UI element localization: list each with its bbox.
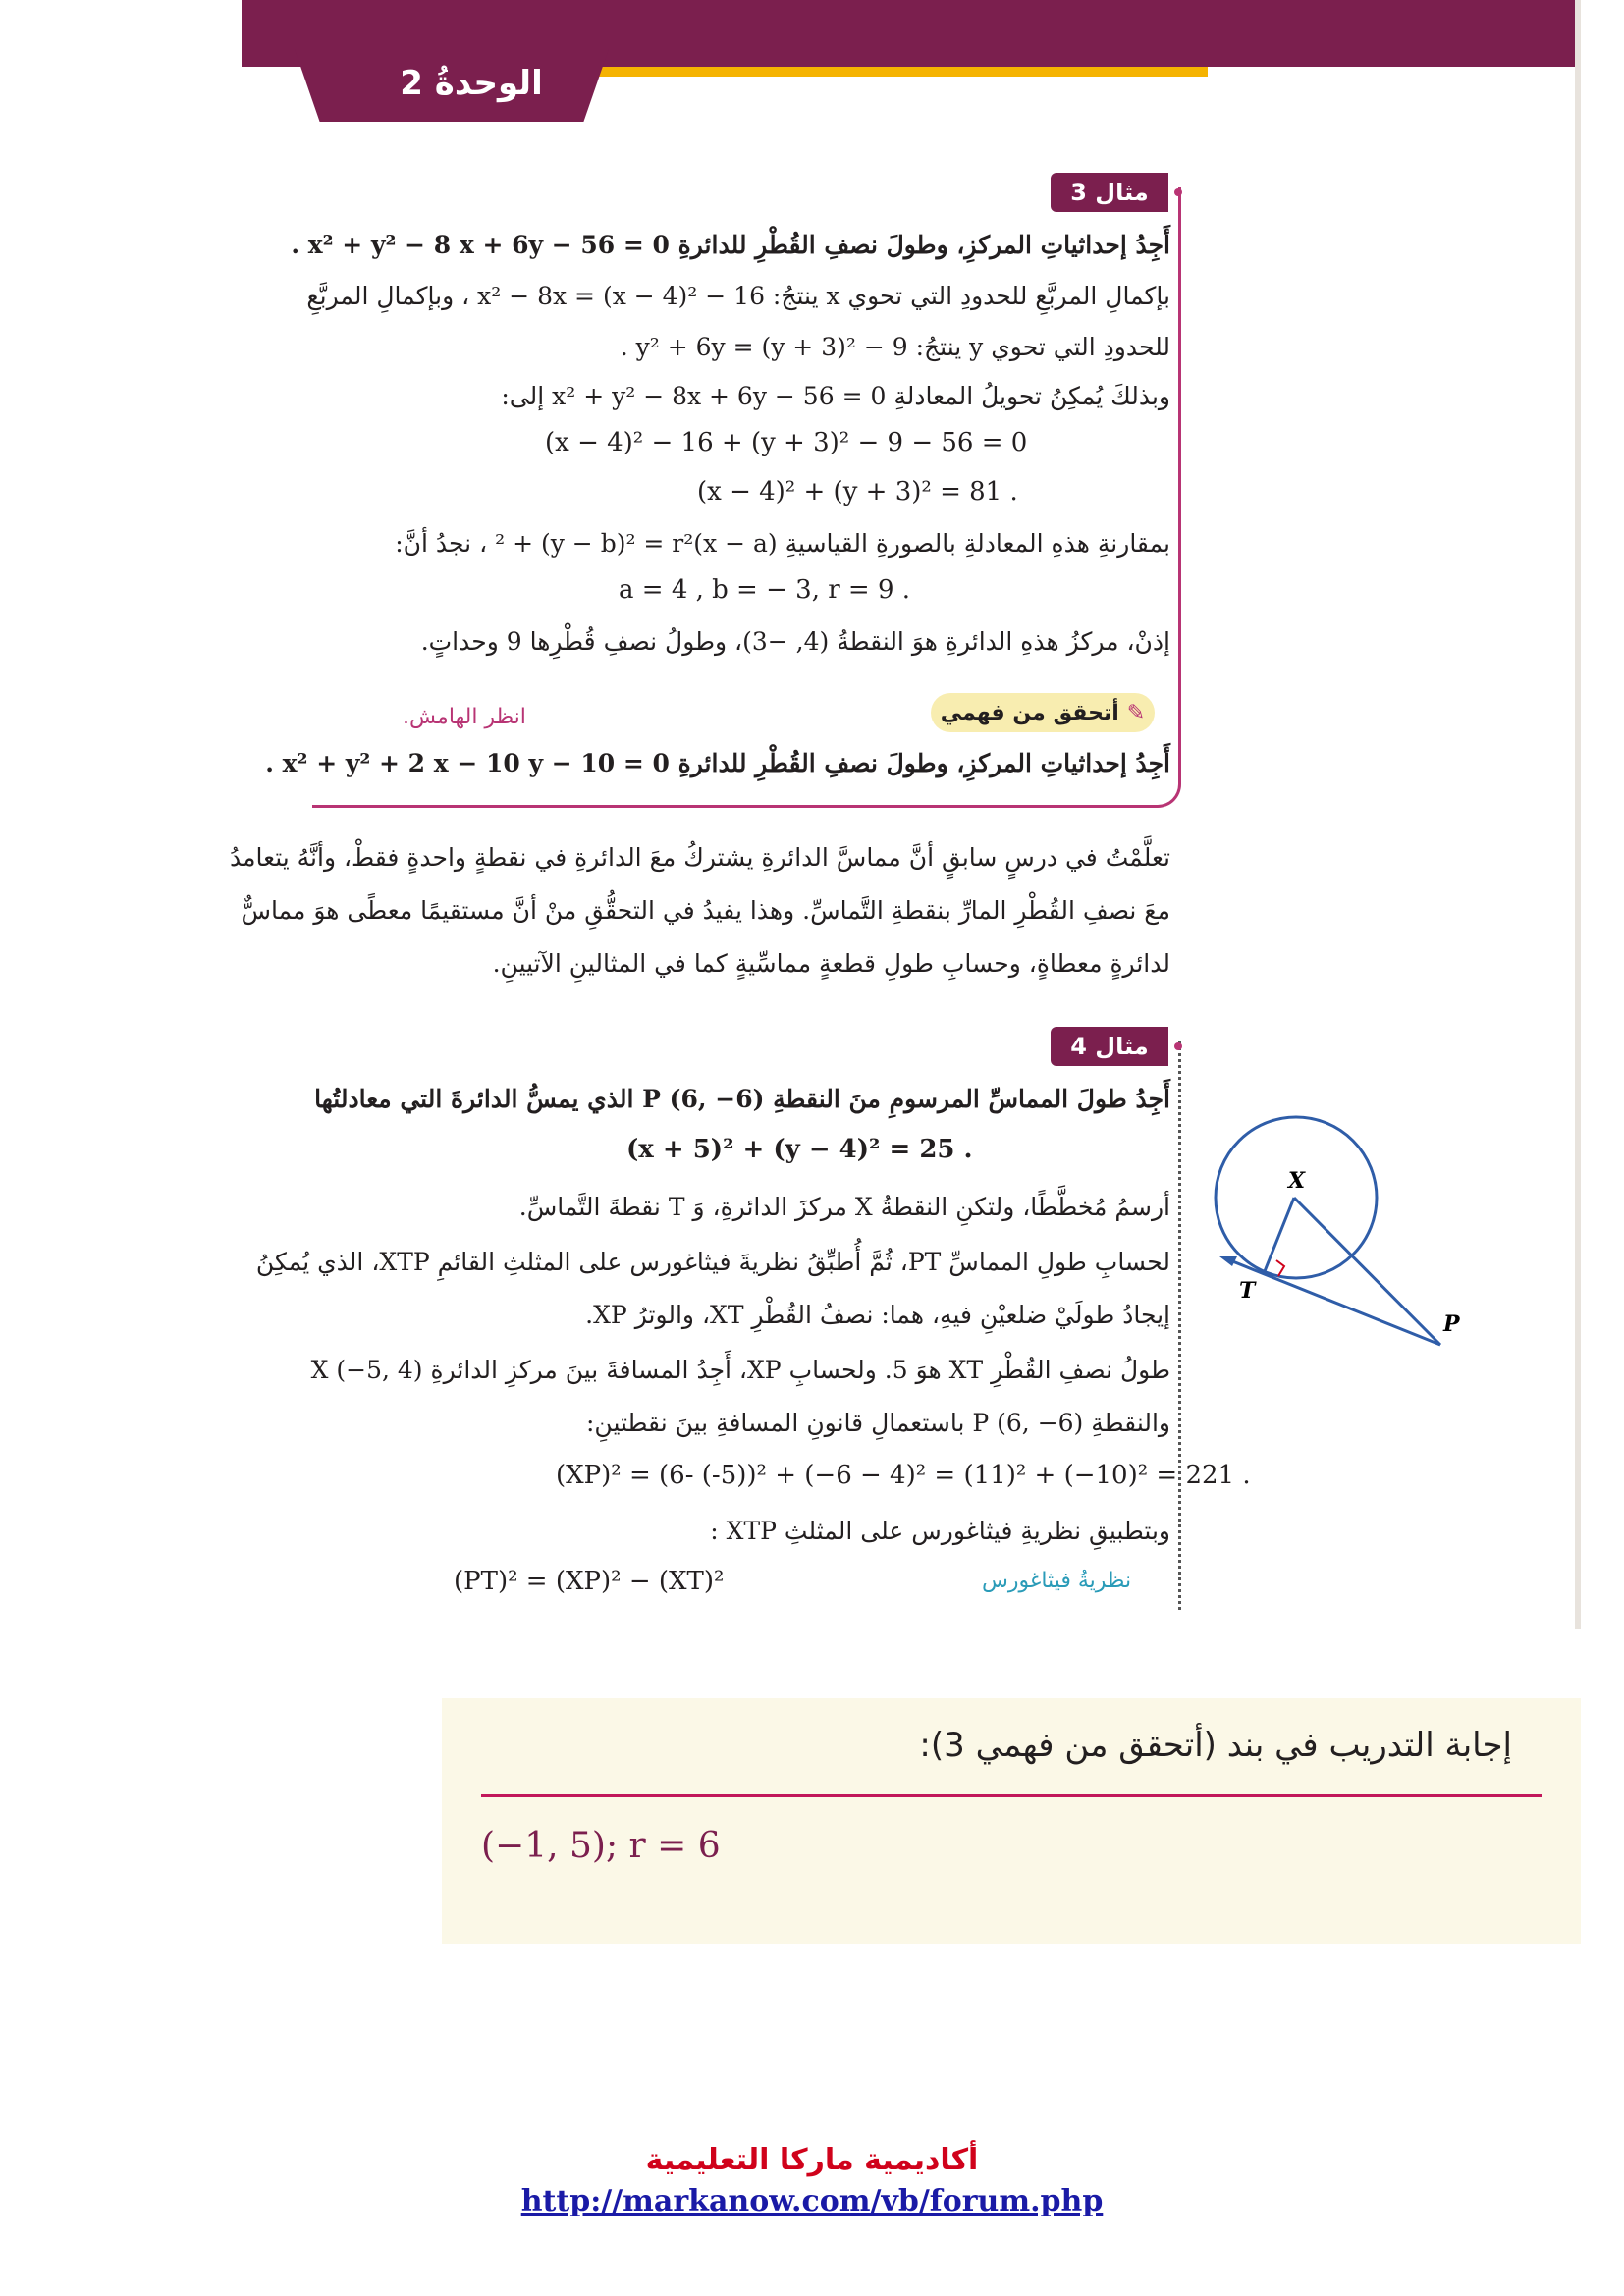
example3-badge: مثال 3 [1051, 173, 1168, 212]
segment-xp [1294, 1198, 1440, 1345]
answer-value: (−1, 5); r = 6 [481, 1826, 721, 1866]
tangent-diagram [1198, 1099, 1492, 1364]
example4-line-2: لحسابِ طولِ المماسِّ PT، ثُمَّ أُطبِّقُ نظريةَ فيثاغورس على المثلثِ القائمِ XTP، الذي يُمكِنُ [255, 1248, 1170, 1276]
tangent-line [1225, 1258, 1440, 1345]
intro-line-1: تعلَّمْتُ في درسٍ سابقٍ أنَّ مماسَّ الدائرةِ يشتركُ معَ الدائرةِ في نقطةٍ واحدةٍ فقطْ، وأنَّهُ يتعامدُ [230, 843, 1170, 872]
pencil-icon: ✎ [1126, 700, 1146, 725]
example4-line-6: وبتطبيقِ نظريةِ فيثاغورس على المثلثِ XTP : [710, 1517, 1170, 1545]
example4-eq-2: (PT)² = (XP)² − (XT)² [454, 1567, 725, 1596]
example4-task-eq: (x + 5)² + (y − 4)² = 25 . [626, 1135, 973, 1164]
example4-line-4: طولُ نصفِ القُطْرِ XT هوَ 5. ولحسابِ XP، أَجِدُ المسافةَ بينَ مركزِ الدائرةِ X (−5, 4) [310, 1356, 1170, 1384]
badge-dot-icon [1174, 1042, 1182, 1050]
footer-link[interactable]: http://markanow.com/vb/forum.php [520, 2184, 1104, 2218]
answer-title: إجابة التدريب في بند (أتحقق من فهمي 3): [919, 1726, 1512, 1765]
example3-line-3: وبذلكَ يُمكِنُ تحويلُ المعادلةِ x² + y² − 8x + 6y − 56 = 0 إلى: [501, 382, 1170, 410]
unit-label: الوحدةُ 2 [400, 64, 543, 103]
example3-eq-3: a = 4 , b = − 3, r = 9 . [619, 575, 911, 605]
example4-eq-1: (XP)² = (6- (-5))² + (−6 − 4)² = (11)² + (−10)² = 221 . [556, 1461, 1251, 1490]
pythagoras-note: نظريةُ فيثاغورس [982, 1569, 1132, 1593]
right-angle-mark [1276, 1260, 1284, 1276]
example3-check-task: أَجِدُ إحداثياتِ المركزِ، وطولَ نصفِ القُطْرِ للدائرةِ x² + y² + 2 x − 10 y − 10 = 0 . [265, 749, 1170, 777]
page-edge-rule [1575, 0, 1581, 1629]
example3-eq-1: (x − 4)² − 16 + (y + 3)² − 9 − 56 = 0 [545, 428, 1028, 457]
example3-line-4: بمقارنةِ هذهِ المعادلةِ بالصورةِ القياسيةِ (x − a)² + (y − b)² = r² ، نجدُ أنَّ: [395, 529, 1170, 558]
label-x: X [1288, 1168, 1306, 1194]
header-accent-line [579, 67, 1208, 77]
example3-line-1: بإكمالِ المربَّعِ للحدودِ التي تحوي x ينتجُ: x² − 8x = (x − 4)² − 16 ، وبإكمالِ المربَّعِ [306, 282, 1170, 310]
example4-line-1: أرسمُ مُخطَّطًا، ولتكنِ النقطةُ X مركزَ الدائرةِ، وَ T نقطةَ التَّماسِّ. [518, 1193, 1170, 1221]
label-t: T [1239, 1278, 1256, 1304]
radius-xt [1265, 1198, 1294, 1271]
example3-task: أَجِدُ إحداثياتِ المركزِ، وطولَ نصفِ القُطْرِ للدائرةِ x² + y² − 8 x + 6y − 56 = 0 . [291, 231, 1170, 259]
example3-line-5: إذنْ، مركزُ هذهِ الدائرةِ هوَ النقطةُ (4, −3)، وطولُ نصفِ قُطْرِها 9 وحداتٍ. [420, 627, 1170, 656]
example4-line-5: والنقطةِ P (6, −6) باستعمالِ قانونِ المسافةِ بينَ نقطتينِ: [586, 1409, 1170, 1437]
label-p: P [1443, 1311, 1460, 1337]
check-label-text: أتحقق من فهمي [940, 700, 1119, 725]
footer-academy-name: أكاديمية ماركا التعليمية [645, 2143, 979, 2177]
check-understanding-label [931, 693, 1155, 732]
example4-badge: مثال 4 [1051, 1027, 1168, 1066]
example3-eq-2: (x − 4)² + (y + 3)² = 81 . [697, 477, 1018, 507]
example4-task: أَجِدُ طولَ المماسِّ المرسومِ منَ النقطةِ P (6, −6) الذي يمسُّ الدائرةَ التي معادلتُها [314, 1085, 1170, 1113]
answer-box [442, 1698, 1581, 1944]
badge-dot-icon [1174, 188, 1182, 196]
example4-line-3: إيجادُ طولَيْ ضلعيْنِ فيهِ، هما: نصفُ القُطْرِ XT، والوترُ XP. [585, 1301, 1170, 1329]
intro-line-3: لدائرةٍ معطاةٍ، وحسابِ طولِ قطعةٍ مماسِّيةٍ كما في المثالينِ الآتيينِ. [492, 949, 1170, 978]
example3-line-2: للحدودِ التي تحوي y ينتجُ: y² + 6y = (y + 3)² − 9 . [620, 333, 1170, 361]
intro-line-2: معَ نصفِ القُطْرِ المارِّ بنقطةِ التَّماسِّ. وهذا يفيدُ في التحقُّقِ منْ أنَّ مستقيمًا معطًى هوَ مماسٌّ [241, 896, 1170, 925]
answer-rule [481, 1794, 1542, 1797]
arrowhead-icon [1219, 1256, 1237, 1266]
margin-note: انظر الهامش. [403, 705, 526, 729]
